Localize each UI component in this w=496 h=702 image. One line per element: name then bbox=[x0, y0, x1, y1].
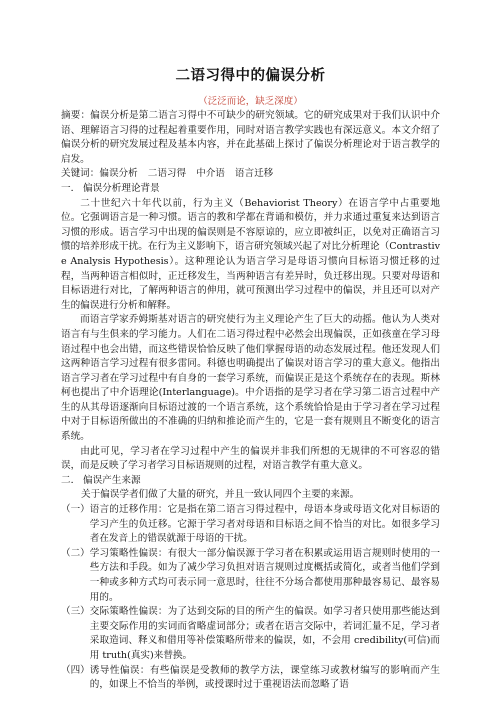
list-text: 交际策略性偏误：为了达到交际的目的所产生的偏误。如学习者只使用那些能达到主要交际作用的实词而省略虚词部分；或者在语言交际中，若词汇量不足，学习者采取造词、释义和借用等补偿策略所带来的偏误，如，不会用 credibility(可信)而用 truth(真实)来替换。 bbox=[89, 606, 440, 661]
keyword: 偏误分析 bbox=[99, 168, 138, 180]
body-paragraph: 由此可见，学习者在学习过程中产生的偏误并非我们所想的无规律的不可容忍的错误，而是反映了学习者学习目标语规则的过程，对语言教学有重大意义。 bbox=[61, 445, 440, 472]
list-text: 学习策略性偏误：有很大一部分偏误源于学习者在积累或运用语言规则时使用的一些方法和手段。如为了减少学习负担对语言规则过度概括或简化，或者当他们学到一种或多种方式均可表示同一意思时，往往不分场合都使用那种最容易记、最容易用的。 bbox=[89, 547, 440, 603]
list-item bbox=[61, 605, 440, 663]
abstract: 摘要：偏误分析是第二语言习得中不可缺少的研究领域。它的研究成果对于我们认识中介语、理解语言习得的过程起着重要作用，同时对语言教学实践也有深远意义。本文介绍了偏误分析的研究发展过程及基本内容，并在此基础上探讨了偏误分析理论对于语言教学的启发。 bbox=[61, 110, 440, 165]
list-marker: （四） bbox=[61, 664, 90, 676]
section-heading bbox=[61, 182, 440, 197]
list-item bbox=[61, 503, 440, 547]
keyword: 二语习得 bbox=[147, 168, 187, 180]
section-number: 一． bbox=[61, 182, 81, 194]
list-marker: （二） bbox=[61, 547, 90, 559]
list-item bbox=[61, 547, 440, 605]
paper-subtitle: （泛泛而论，缺乏深度） bbox=[198, 96, 303, 107]
list-marker: （一） bbox=[61, 504, 90, 516]
section-title: 偏误产生来源 bbox=[83, 474, 141, 486]
keywords-label: 关键词： bbox=[61, 168, 100, 180]
paper-title: 二语习得中的偏误分析 bbox=[175, 67, 326, 84]
list-text: 诱导性偏误：有些偏误是受教师的教学方法，课堂练习或教材编写的影响而产生的，如课上不恰当的举例，或授课时过于重视语法而忽略了语 bbox=[89, 664, 440, 691]
keywords bbox=[61, 167, 440, 182]
section-number: 二． bbox=[61, 474, 81, 486]
section-title: 偏误分析理论背景 bbox=[83, 182, 160, 194]
keyword: 中介语 bbox=[196, 168, 225, 180]
section-heading bbox=[61, 474, 440, 489]
body-paragraph: 关于偏误学者们做了大量的研究，并且一致认同四个主要的来源。 bbox=[81, 489, 360, 501]
list-item bbox=[61, 664, 440, 693]
keyword: 语言迁移 bbox=[234, 168, 274, 180]
body-paragraph: 二十世纪六十年代以前，行为主义（Behaviorist Theory）在语言学中占重要地位。它强调语言是一种习惯。语言的教和学都在背诵和模仿，并力求通过重复来达到语言习惯的形成。语言学习中出现的偏误则是不容原谅的，应立即被纠正，以免对正确语言习惯的培养形成干扰。在行为主义影响下，语言研究领域兴起了对比分析理论（Contrastive Analysis Hypothesis）。这种理论认为语言学习是母语习惯向目标语习惯迁移的过程，当两种语言相似时，正迁移发生，当两种语言有差异时，负迁移出现。只要对母语和目标语进行对比，了解两种语言的伸用，就可预测出学习过程中的偏误，并且还可以对产生的偏误进行分析和解释。 bbox=[61, 197, 440, 311]
list-marker: （三） bbox=[61, 606, 90, 618]
body-paragraph: 而语言学家乔姆斯基对语言的研究使行为主义理论产生了巨大的动摇。他认为人类对语言有与生俱来的学习能力。人们在二语习得过程中必然会出现偏误，正如孩童在学习母语过程中也会出错，而这些错误恰恰反映了他们掌握母语的动态发展过程。他还发现人们这两种语言学习过程有很多雷同。科德也明确提出了偏误对语言学习的重大意义。他指出语言学习者在学习过程中有自身的一套学习系统，而偏误正是这个系统存在的表现。斯林柯也提出了中介语理论(Interlanguage)。中介语指的是学习者在学习第二语言过程中产生的从其母语逐渐向目标语过渡的一个语言系统，这个系统恰恰是由于学习者在学习过程中对于目标语所做出的不准确的归纳和推论而产生的，它是一套有规则且不断变化的语言系统。 bbox=[61, 314, 440, 443]
list-text: 语言的迁移作用：它是指在第二语言习得过程中，母语本身或母语文化对目标语的学习产生的负迁移。它源于学习者对母语和目标语之间不恰当的对比。如很多学习者在发音上的错误就源于母语的干扰。 bbox=[89, 504, 440, 545]
